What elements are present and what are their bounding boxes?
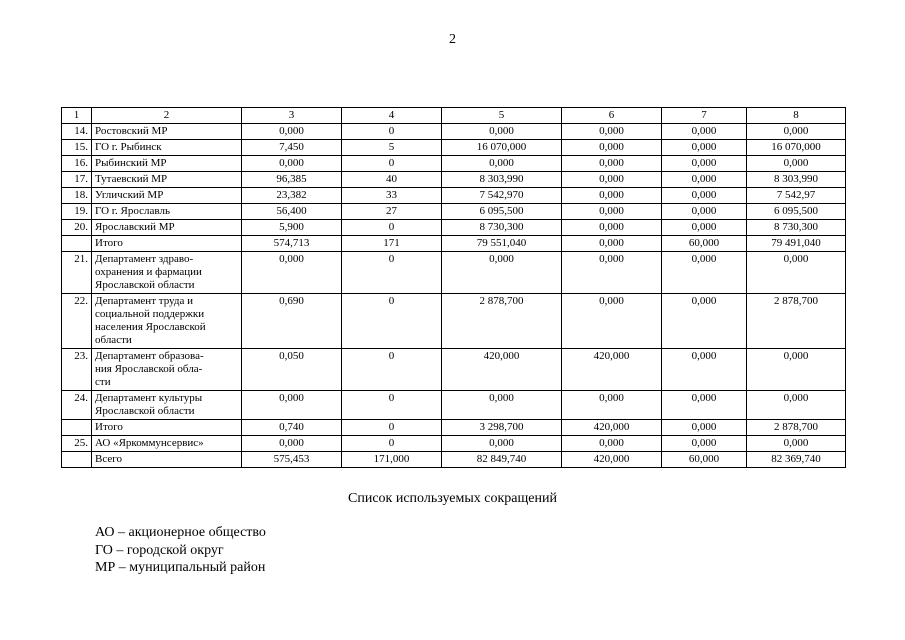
table-cell: Департамент культуры Ярославской области — [92, 391, 242, 420]
table-cell: Угличский МР — [92, 188, 242, 204]
table-row — [62, 452, 846, 468]
table-cell: 0,000 — [562, 436, 662, 452]
table-cell: 0,000 — [662, 349, 747, 391]
table-cell: 0,000 — [747, 124, 846, 140]
table-cell: 19. — [62, 204, 92, 220]
table-cell: 79 551,040 — [442, 236, 562, 252]
table-cell: 23,382 — [242, 188, 342, 204]
table-cell: Всего — [92, 452, 242, 468]
table-cell: 15. — [62, 140, 92, 156]
table-row — [62, 436, 846, 452]
table-cell: 21. — [62, 252, 92, 294]
table-header-cell: 2 — [92, 108, 242, 124]
table-cell: 0 — [342, 420, 442, 436]
table-cell: 6 095,500 — [442, 204, 562, 220]
table-cell: 25. — [62, 436, 92, 452]
table-cell: 0,000 — [242, 156, 342, 172]
table-row — [62, 124, 846, 140]
table-cell: 3 298,700 — [442, 420, 562, 436]
table-cell: 0,000 — [442, 156, 562, 172]
table-cell: 171 — [342, 236, 442, 252]
table-cell: 0,000 — [562, 252, 662, 294]
table-header-cell: 3 — [242, 108, 342, 124]
table-cell: 8 730,300 — [442, 220, 562, 236]
table-cell: 0,000 — [442, 124, 562, 140]
table-cell: 0,050 — [242, 349, 342, 391]
table-cell: 0 — [342, 349, 442, 391]
table-row — [62, 349, 846, 391]
table-cell: 5,900 — [242, 220, 342, 236]
table-cell: 33 — [342, 188, 442, 204]
table-cell: 575,453 — [242, 452, 342, 468]
table-cell: 2 878,700 — [747, 294, 846, 349]
table-cell: АО «Яркоммунсервис» — [92, 436, 242, 452]
table-header-cell: 4 — [342, 108, 442, 124]
table-row — [62, 236, 846, 252]
table-header-cell: 1 — [62, 108, 92, 124]
table-cell: 0,000 — [442, 436, 562, 452]
table-cell: Департамент труда и социальной поддержки населения Ярославской области — [92, 294, 242, 349]
table-cell: 6 095,500 — [747, 204, 846, 220]
table-header-row — [62, 108, 846, 124]
table-row — [62, 391, 846, 420]
table-cell: 0 — [342, 220, 442, 236]
abbreviations-title: Список используемых сокращений — [348, 491, 557, 506]
table-cell: 2 878,700 — [442, 294, 562, 349]
table-row — [62, 172, 846, 188]
table-cell: 0 — [342, 156, 442, 172]
table-header-cell: 7 — [662, 108, 747, 124]
table-cell: Ростовский МР — [92, 124, 242, 140]
table-cell: 0,000 — [662, 420, 747, 436]
table-row — [62, 420, 846, 436]
table-cell: 0,000 — [662, 252, 747, 294]
table-cell: 171,000 — [342, 452, 442, 468]
table-cell: 0,000 — [242, 252, 342, 294]
table-cell: 16 070,000 — [442, 140, 562, 156]
table-cell: 82 849,740 — [442, 452, 562, 468]
table-cell: 0,000 — [747, 391, 846, 420]
abbreviations-list — [95, 524, 266, 577]
table-cell: 0,000 — [442, 252, 562, 294]
table-cell: 0,000 — [562, 204, 662, 220]
table-cell: 60,000 — [662, 236, 747, 252]
table-cell: Тутаевский МР — [92, 172, 242, 188]
table-cell: 17. — [62, 172, 92, 188]
table-cell: Департамент здраво- охранения и фармации Ярославской области — [92, 252, 242, 294]
table-cell: 0,000 — [242, 124, 342, 140]
table-cell — [62, 420, 92, 436]
page-number: 2 — [449, 32, 456, 47]
table-cell: 0,000 — [562, 391, 662, 420]
table-cell: Департамент образова- ния Ярославской обла- сти — [92, 349, 242, 391]
table-cell: 16. — [62, 156, 92, 172]
table-cell: 0,000 — [747, 252, 846, 294]
table-cell: 0,000 — [662, 436, 747, 452]
table-cell: 0,000 — [562, 220, 662, 236]
table-cell: 8 730,300 — [747, 220, 846, 236]
table-cell: 56,400 — [242, 204, 342, 220]
table-cell: 2 878,700 — [747, 420, 846, 436]
table-cell: 23. — [62, 349, 92, 391]
table-row — [62, 204, 846, 220]
table-cell: 0,000 — [562, 156, 662, 172]
table-cell: 0,000 — [662, 156, 747, 172]
table-header-cell: 5 — [442, 108, 562, 124]
table-header-cell: 8 — [747, 108, 846, 124]
table-cell: 40 — [342, 172, 442, 188]
table-cell: 0,000 — [562, 140, 662, 156]
table-cell: 0,000 — [662, 391, 747, 420]
abbreviation-item: ГО – городской округ — [95, 542, 224, 558]
table-cell: 8 303,990 — [747, 172, 846, 188]
table-cell: Итого — [92, 236, 242, 252]
table-cell: 7 542,970 — [442, 188, 562, 204]
table-cell: 0,000 — [662, 140, 747, 156]
table-cell: 0,000 — [562, 124, 662, 140]
abbreviation-item: АО – акционерное общество — [95, 525, 266, 540]
table-cell: ГО г. Рыбинск — [92, 140, 242, 156]
table-cell: 0 — [342, 124, 442, 140]
table-cell: 0,000 — [662, 188, 747, 204]
table-cell: 420,000 — [562, 420, 662, 436]
table-cell: 0,000 — [747, 436, 846, 452]
table-cell: 18. — [62, 188, 92, 204]
table-cell: 0,000 — [562, 188, 662, 204]
table-cell: 0,000 — [662, 172, 747, 188]
table-cell: 8 303,990 — [442, 172, 562, 188]
table-cell: 0,000 — [242, 436, 342, 452]
table-cell: 0 — [342, 294, 442, 349]
table-cell: 0 — [342, 391, 442, 420]
table-cell: 0,000 — [662, 124, 747, 140]
table-cell: 0,000 — [242, 391, 342, 420]
table-cell: 0 — [342, 436, 442, 452]
table-cell: 7 542,97 — [747, 188, 846, 204]
table-cell: 0 — [342, 252, 442, 294]
table-cell: 0,000 — [747, 349, 846, 391]
table-cell: 82 369,740 — [747, 452, 846, 468]
table-cell: 0,690 — [242, 294, 342, 349]
table-cell: Рыбинский МР — [92, 156, 242, 172]
table-cell: 20. — [62, 220, 92, 236]
abbreviation-item: МР – муниципальный район — [95, 560, 266, 575]
table-row — [62, 140, 846, 156]
table-cell: 0,000 — [442, 391, 562, 420]
table-cell: 0,000 — [662, 220, 747, 236]
table-row — [62, 156, 846, 172]
table-cell: ГО г. Ярославль — [92, 204, 242, 220]
table-row — [62, 294, 846, 349]
table-cell — [62, 452, 92, 468]
table-cell: 420,000 — [442, 349, 562, 391]
table-cell: 60,000 — [662, 452, 747, 468]
table-header-cell: 6 — [562, 108, 662, 124]
table-cell — [62, 236, 92, 252]
table-cell: Ярославский МР — [92, 220, 242, 236]
table-cell: 24. — [62, 391, 92, 420]
table-cell: 7,450 — [242, 140, 342, 156]
data-table — [61, 107, 846, 468]
table-cell: 0,000 — [562, 172, 662, 188]
table-cell: Итого — [92, 420, 242, 436]
table-row — [62, 220, 846, 236]
table-cell: 27 — [342, 204, 442, 220]
table-cell: 0,000 — [562, 236, 662, 252]
table-cell: 22. — [62, 294, 92, 349]
table-row — [62, 252, 846, 294]
table-cell: 96,385 — [242, 172, 342, 188]
table-row — [62, 188, 846, 204]
table-cell: 574,713 — [242, 236, 342, 252]
table-cell: 16 070,000 — [747, 140, 846, 156]
table-cell: 420,000 — [562, 349, 662, 391]
table-cell: 0,740 — [242, 420, 342, 436]
table-cell: 5 — [342, 140, 442, 156]
table-cell: 0,000 — [562, 294, 662, 349]
table-cell: 14. — [62, 124, 92, 140]
table-cell: 0,000 — [662, 294, 747, 349]
table-cell: 79 491,040 — [747, 236, 846, 252]
table-cell: 420,000 — [562, 452, 662, 468]
table-cell: 0,000 — [747, 156, 846, 172]
table-cell: 0,000 — [662, 204, 747, 220]
